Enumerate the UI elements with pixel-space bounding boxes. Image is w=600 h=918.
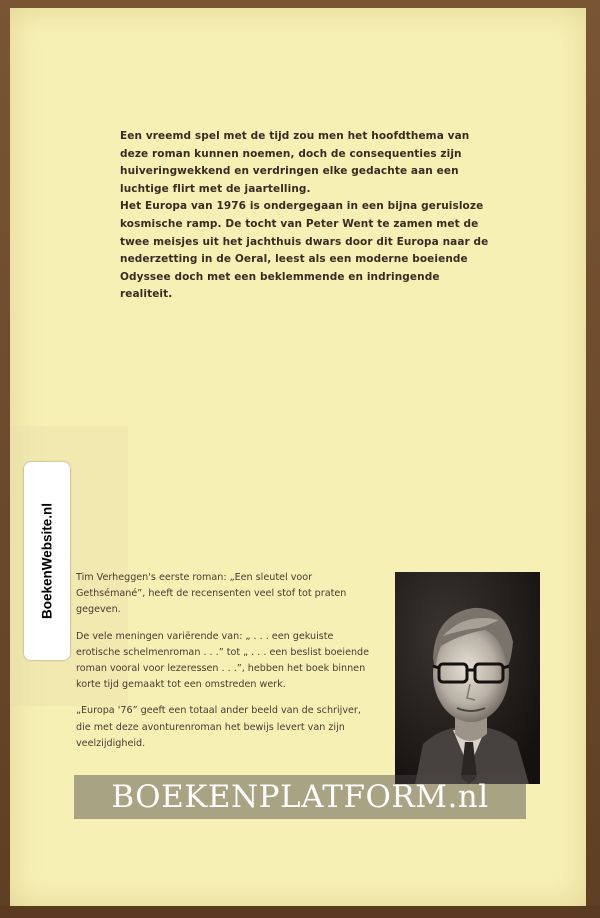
author-portrait-image [395,572,540,784]
book-bottom-edge [0,906,600,918]
blurb-paragraph-2: Het Europa van 1976 is ondergegaan in een bijna geruisloze kosmische ramp. De tocht van Peter Went te zamen met de twee meisjes uit het jachthuis dwars door dit Europa naar de nederzetting in de Oeral, leest als een moderne boeiende Odyssee doch met een beklemmende en indringende realiteit. [120,200,489,301]
author-paragraph-1: Tim Verheggen's eerste roman: „Een sleutel voor Gethsémané”, heeft de recensenten veel stof tot praten gegeven. [76,572,347,616]
author-paragraph-2: De vele meningen variërende van: „ . . . een gekuiste erotische schelmenroman . . .” tot „ . . . een beslist boeiende roman vooral voor lezeressen . . .”, hebben het boek binnen korte tijd gemaakt tot een omstreden werk. [76,630,370,691]
watermark-text: BOEKENPLATFORM.nl [111,779,489,815]
store-sticker-text: BoekenWebsite.nl [39,502,55,620]
author-info [76,570,372,762]
store-sticker [24,462,70,660]
blurb-text [120,128,490,304]
author-paragraph-3: „Europa '76” geeft een totaal ander beeld van de schrijver, die met deze avonturenroman het bewijs levert van zijn veelzijdigheid. [76,705,361,749]
watermark-banner [74,775,526,819]
author-portrait [395,572,540,784]
blurb-paragraph-1: Een vreemd spel met de tijd zou men het hoofdthema van deze roman kunnen noemen, doch de consequenties zijn huiveringwekkend en verdringen elke gedachte aan een luchtige flirt met de jaartelling. [120,130,470,195]
